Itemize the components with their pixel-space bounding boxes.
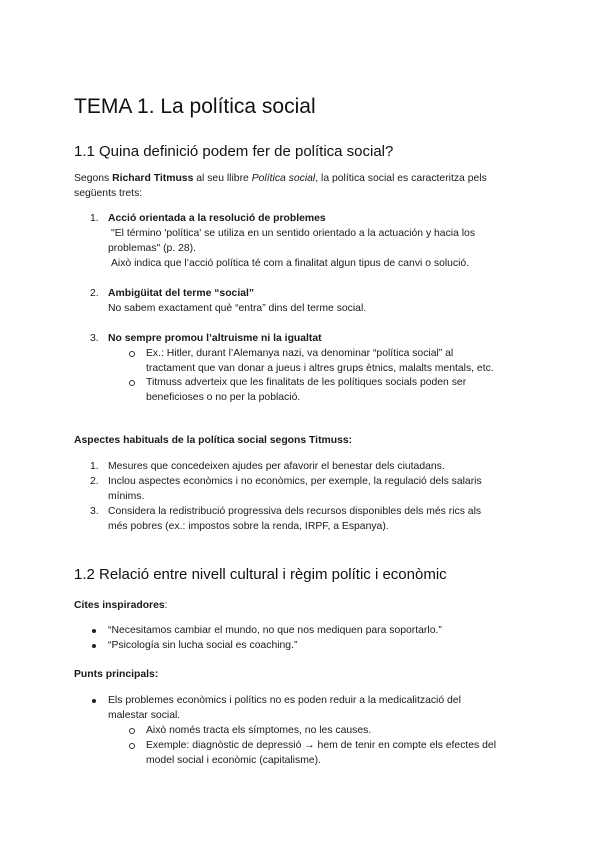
sub-bullet-circle-icon xyxy=(129,380,135,386)
cite-item: “Necesitamos cambiar el mundo, no que nos mediquen para soportarlo.” xyxy=(108,625,442,636)
bullet-disc-icon xyxy=(92,629,96,633)
section-2-heading: 1.2 Relació entre nivell cultural i règim polític i econòmic xyxy=(74,566,447,583)
cites-label: Cites inspiradores: xyxy=(74,600,168,611)
sub-list-item: Ex.: Hitler, durant l’Alemanya nazi, va denominar “política social” al tractament que van donar a jueus i altres grups ètnics, malalts mentals, etc. xyxy=(146,348,494,374)
intro-text-b: al seu llibre xyxy=(193,173,252,184)
list-number: 1. xyxy=(90,461,99,472)
list-item: Inclou aspectes econòmics i no econòmics, per exemple, la regulació dels salaris mínims. xyxy=(108,476,482,502)
intro-book: Política social xyxy=(251,173,316,184)
sub-point-item: Exemple: diagnòstic de depressió → hem de tenir en compte els efectes del model social i econòmic (capitalisme). xyxy=(146,740,497,766)
sub-list-item: Titmuss adverteix que les finalitats de les polítiques socials poden ser beneficioses o no per la població. xyxy=(146,377,467,403)
list-item: Considera la redistribució progressiva dels recursos disponibles dels més rics als més pobres (ex.: impostos sobre la renda, IRPF, a Espanya). xyxy=(108,506,482,532)
sub-point-item: Això només tracta els símptomes, no les causes. xyxy=(146,725,372,736)
sub-bullet-circle-icon xyxy=(129,743,135,749)
list-number: 2. xyxy=(90,476,99,487)
list-number: 3. xyxy=(90,333,99,344)
intro-paragraph xyxy=(74,171,534,201)
item-quote-line: "El término 'política' se utiliza en un sentido orientado a la actuación y hacia los xyxy=(111,228,476,239)
list-item: Mesures que concedeixen ajudes per afavorir el benestar dels ciutadans. xyxy=(108,461,445,472)
bullet-disc-icon xyxy=(92,644,96,648)
item-quote-line: problemas" (p. 28). xyxy=(108,243,197,254)
item-text-line: Això indica que l’acció política té com a finalitat algun tipus de canvi o solució. xyxy=(111,258,470,269)
item-heading: Acció orientada a la resolució de problemes xyxy=(108,213,326,224)
intro-text-c: , la política social es caracteritza pels xyxy=(315,173,487,184)
aspects-heading: Aspectes habituals de la política social segons Titmuss: xyxy=(74,435,353,446)
intro-text-a: Segons xyxy=(74,173,113,184)
page-title: TEMA 1. La política social xyxy=(74,95,316,118)
bullet-disc-icon xyxy=(92,699,96,703)
list-item xyxy=(108,286,538,316)
item-text-line: No sabem exactament què “entra” dins del terme social. xyxy=(108,303,367,314)
item-heading: Ambigüitat del terme “social” xyxy=(108,288,255,299)
points-label: Punts principals: xyxy=(74,669,159,680)
item-heading: No sempre promou l’altruisme ni la igualtat xyxy=(108,333,322,344)
list-number: 3. xyxy=(90,506,99,517)
list-item xyxy=(108,211,538,271)
sub-bullet-circle-icon xyxy=(129,351,135,357)
point-item: Els problemes econòmics i polítics no es poden reduir a la medicalització del malestar social. xyxy=(108,695,461,721)
list-item xyxy=(108,331,538,346)
list-number: 1. xyxy=(90,213,99,224)
section-1-heading: 1.1 Quina definició podem fer de política social? xyxy=(74,143,394,160)
sub-bullet-circle-icon xyxy=(129,728,135,734)
cite-item: “Psicología sin lucha social es coaching.” xyxy=(108,640,298,651)
intro-author: Richard Titmuss xyxy=(112,173,194,184)
intro-line-2: següents trets: xyxy=(74,188,143,199)
list-number: 2. xyxy=(90,288,99,299)
